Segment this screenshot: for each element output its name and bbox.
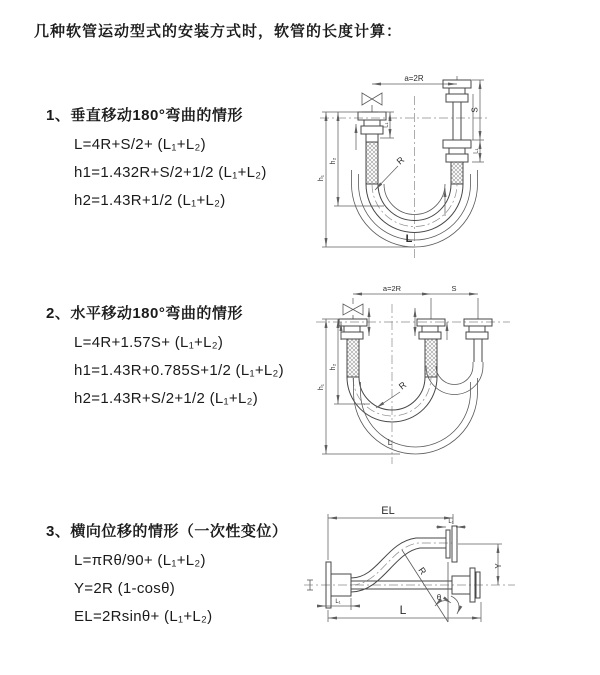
dim-label-el: EL	[381, 505, 395, 517]
dim-label-radius: R	[416, 565, 429, 577]
section-vertical-movement	[46, 104, 267, 215]
valve-icon	[343, 304, 363, 319]
section-1-heading: 1、垂直移动180°弯曲的情形	[46, 107, 243, 124]
formula-L: L=4R+S/2+ (L₁+L₂)	[74, 136, 206, 153]
dim-label-length: L	[399, 603, 407, 617]
dim-label-radius: R	[396, 379, 409, 392]
dim-label-s: S	[470, 107, 480, 113]
section-3-heading: 3、横向位移的情形（一次性变位）	[46, 523, 288, 540]
left-riser	[358, 112, 386, 184]
dimension-a2r	[353, 284, 478, 319]
dim-label-h1: h₁	[318, 174, 325, 182]
right-riser	[443, 80, 471, 184]
dim-label-length: L	[405, 233, 413, 245]
radius-annotation	[399, 550, 448, 622]
angle-annotation	[435, 593, 459, 614]
displaced-hose	[351, 526, 457, 592]
section-2-heading: 2、水平移动180°弯曲的情形	[46, 305, 243, 322]
middle-riser	[417, 319, 445, 377]
diagram-lateral-displacement	[300, 500, 600, 655]
formula-h2: h2=1.43R+S/2+1/2 (L₁+L₂)	[74, 390, 259, 407]
dim-label-theta: θ	[436, 593, 442, 602]
dim-label-l1-right: L₁	[473, 148, 480, 154]
formula-h2: h2=1.43R+1/2 (L₁+L₂)	[74, 192, 226, 209]
page-title: 几种软管运动型式的安装方式时，软管的长度计算：	[34, 23, 403, 40]
diagram-horizontal-180-bend	[310, 282, 580, 467]
dim-label-h2: h₂	[330, 363, 337, 371]
dimension-s	[471, 80, 485, 162]
dim-label-a2r: a=2R	[404, 74, 424, 83]
formula-EL: EL=2Rsinθ+ (L₁+L₂)	[74, 608, 213, 625]
dimension-l1-top	[436, 519, 466, 527]
centerlines	[304, 543, 515, 585]
radius-annotation	[375, 154, 407, 190]
dim-label-l1-left: L₁	[383, 122, 390, 128]
centerlines	[316, 304, 510, 464]
dim-label-radius: R	[394, 154, 407, 167]
dimension-a2r	[372, 74, 457, 84]
dimension-l1-bottom	[318, 598, 359, 610]
hose-curves	[347, 362, 483, 454]
dim-label-a2r: a=2R	[382, 284, 402, 293]
dim-label-h2: h₂	[330, 157, 337, 165]
dim-label-length: L	[387, 438, 393, 447]
section-horizontal-movement	[46, 302, 284, 413]
section-lateral-displacement	[46, 520, 287, 631]
formula-L: L=πRθ/90+ (L₁+L₂)	[74, 552, 206, 569]
formula-h1: h1=1.432R+S/2+1/2 (L₁+L₂)	[74, 164, 267, 181]
right-riser	[464, 319, 492, 362]
left-riser	[339, 319, 367, 377]
formula-Y: Y=2R (1-cosθ)	[74, 580, 176, 597]
dim-label-s: S	[451, 284, 457, 293]
formula-h1: h1=1.43R+0.785S+1/2 (L₁+L₂)	[74, 362, 284, 379]
dim-label-l1-bottom: L₁	[335, 599, 341, 605]
valve-icon	[362, 93, 382, 112]
dim-label-h1: h₁	[318, 383, 325, 391]
diagram-vertical-180-bend	[312, 66, 582, 261]
formula-L: L=4R+1.57S+ (L₁+L₂)	[74, 334, 224, 351]
dim-label-y: Y	[494, 563, 503, 569]
dim-label-l1-top: L₁	[448, 519, 454, 525]
